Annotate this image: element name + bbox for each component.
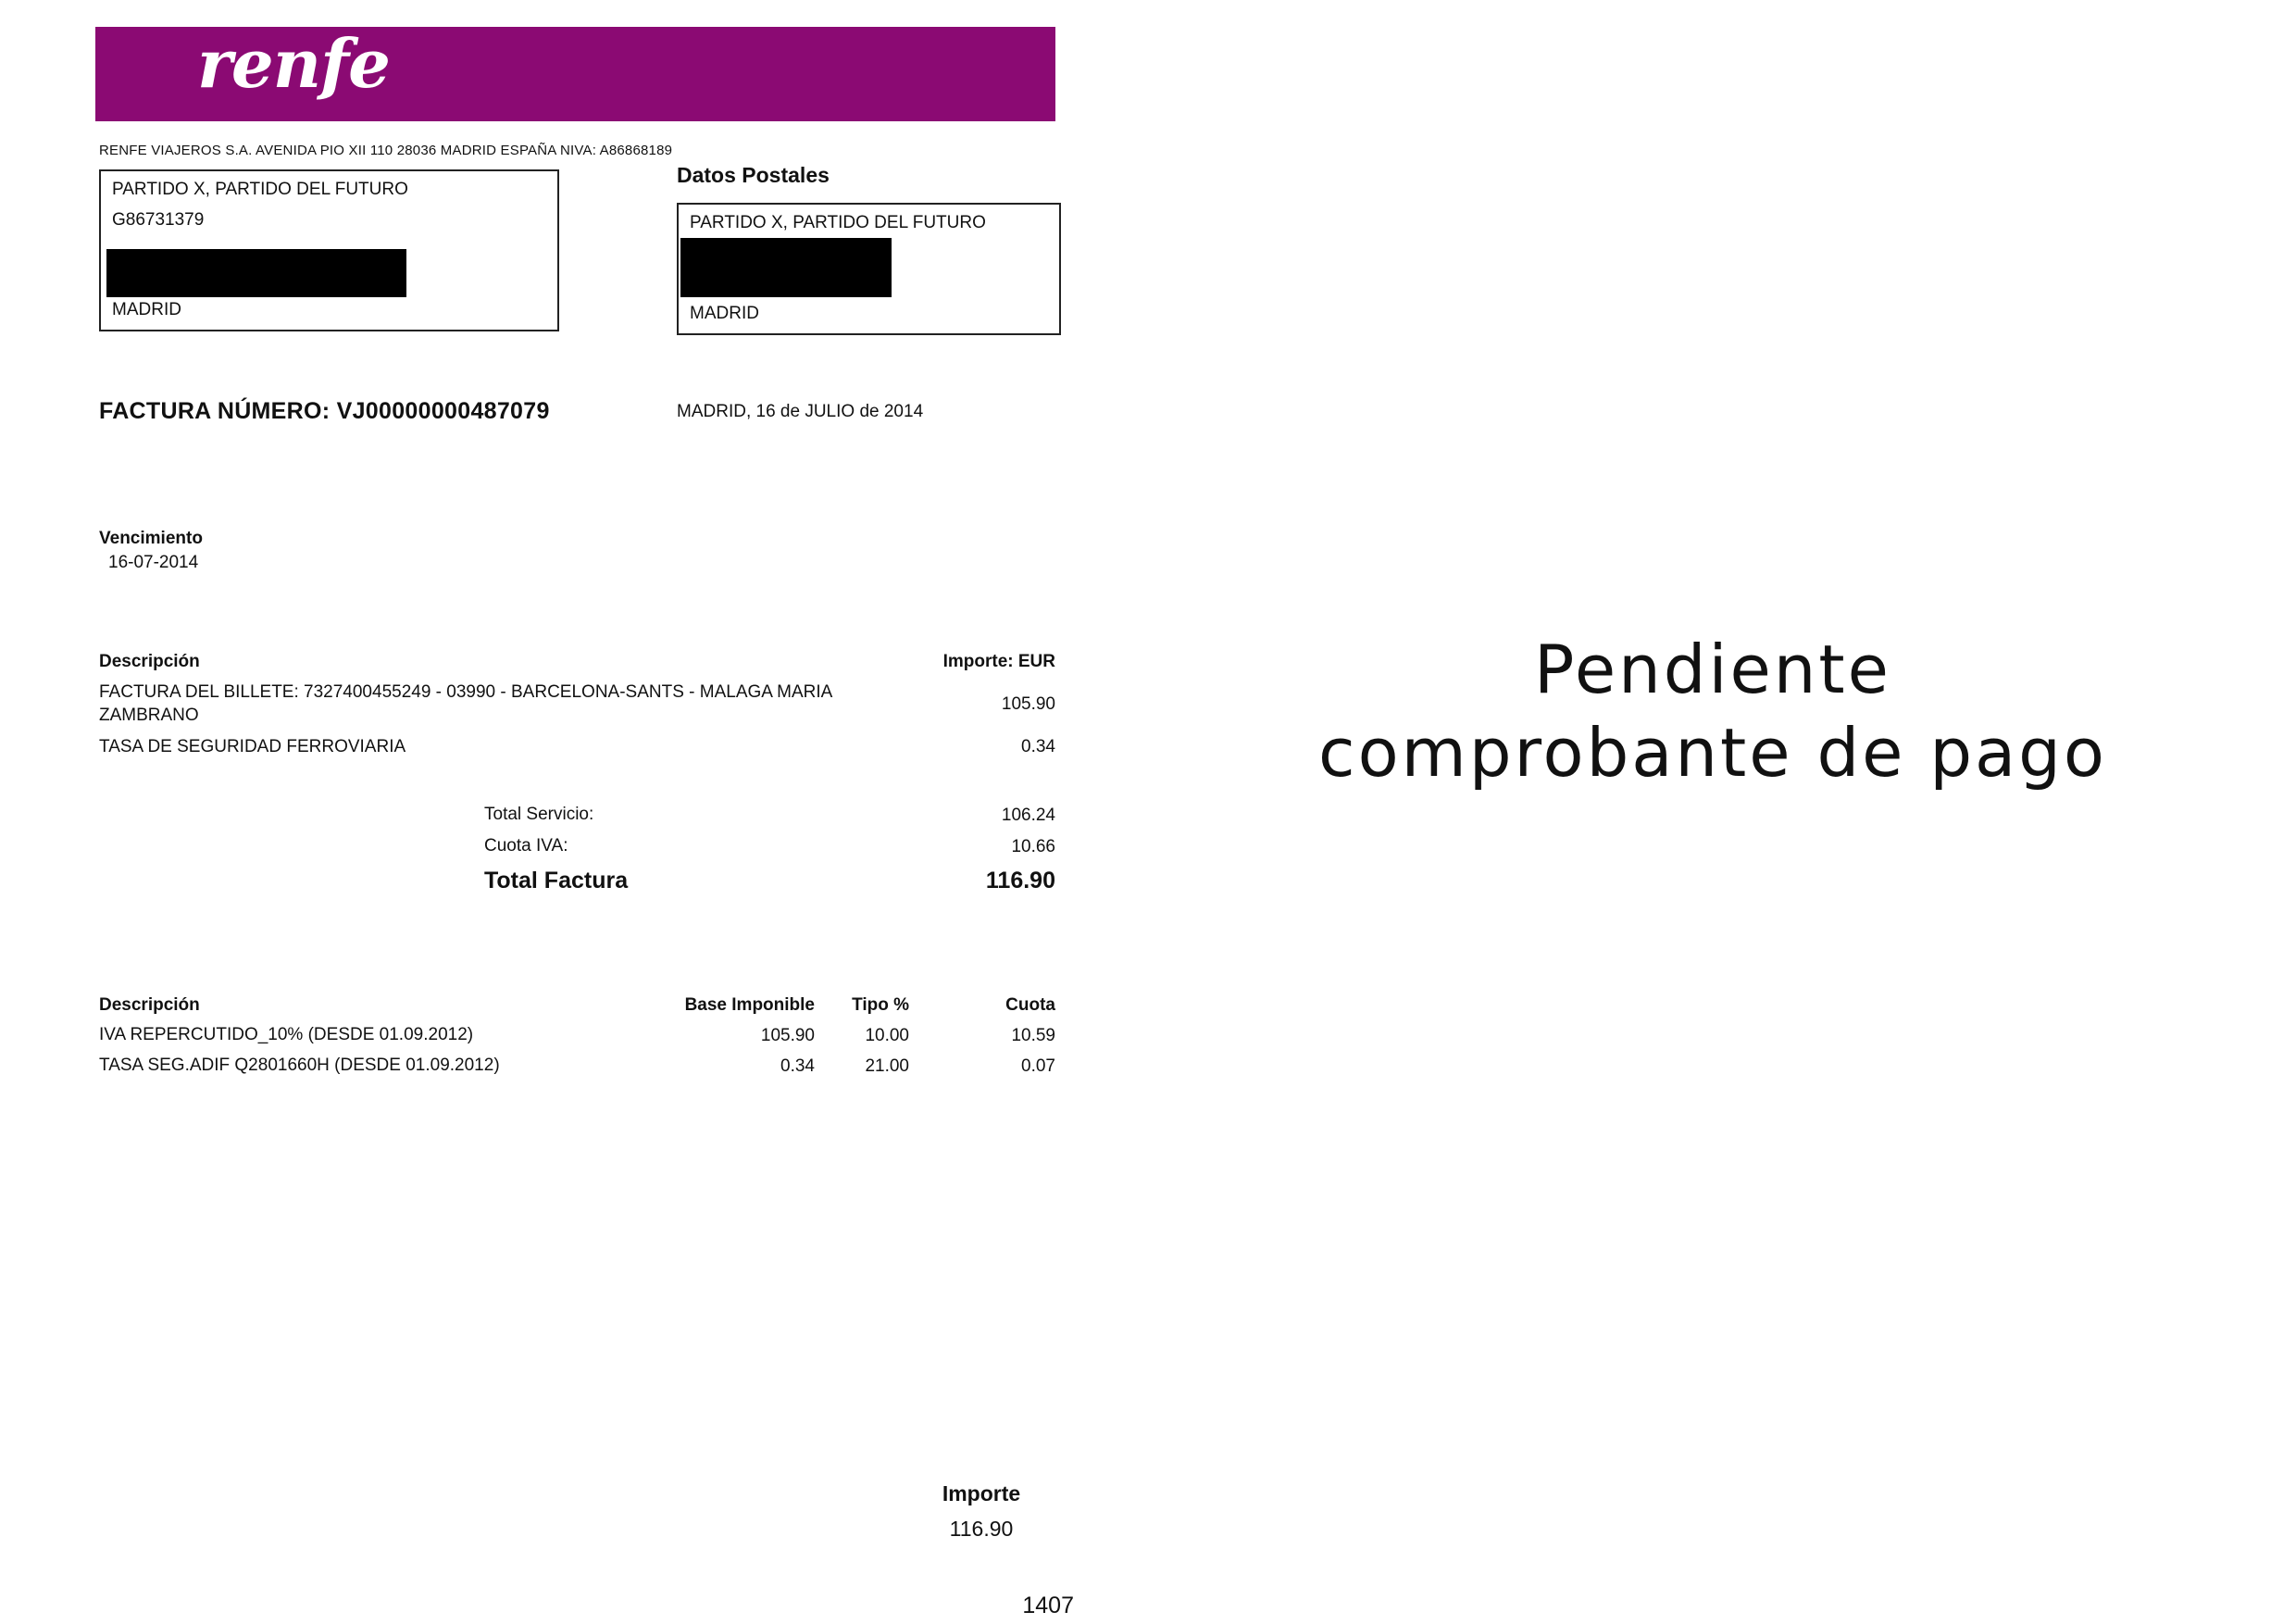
vat-amount-value: 10.66	[1011, 837, 1055, 856]
redaction-block	[680, 238, 892, 297]
page-number: 1407	[1022, 1593, 1074, 1618]
invoice-place-date: MADRID, 16 de JULIO de 2014	[677, 402, 924, 421]
tax-header-description: Descripción	[99, 995, 200, 1015]
postal-city: MADRID	[690, 304, 759, 323]
total-service-label: Total Servicio:	[484, 805, 594, 824]
billing-city: MADRID	[112, 300, 181, 319]
tax-header-quota: Cuota	[1005, 995, 1055, 1015]
tax-row-rate: 10.00	[865, 1026, 909, 1045]
tax-header-base: Base Imponible	[684, 995, 815, 1015]
tax-row-description: IVA REPERCUTIDO_10% (DESDE 01.09.2012)	[99, 1025, 474, 1044]
tax-header-rate: Tipo %	[852, 995, 909, 1015]
lines-header-amount: Importe: EUR	[942, 652, 1055, 671]
billing-name: PARTIDO X, PARTIDO DEL FUTURO	[112, 180, 408, 199]
amount-summary-label: Importe	[942, 1481, 1021, 1505]
postal-address-box	[677, 203, 1061, 335]
lines-header-description: Descripción	[99, 652, 200, 671]
redaction-block	[106, 249, 406, 297]
total-service-value: 106.24	[1001, 806, 1055, 825]
payment-pending-stamp	[1250, 628, 2176, 794]
tax-row-base: 0.34	[780, 1056, 815, 1076]
invoice-total-value: 116.90	[985, 868, 1055, 893]
line-item-description: TASA DE SEGURIDAD FERROVIARIA	[99, 737, 406, 756]
line-item-amount: 105.90	[1001, 694, 1055, 714]
vat-amount-label: Cuota IVA:	[484, 836, 568, 856]
stamp-line-2: comprobante de pago	[1318, 714, 2107, 792]
tax-row-quota: 10.59	[1011, 1026, 1055, 1045]
tax-row-description: TASA SEG.ADIF Q2801660H (DESDE 01.09.2012)	[99, 1056, 500, 1075]
tax-row-rate: 21.00	[865, 1056, 909, 1076]
renfe-banner	[95, 24, 1055, 121]
billing-tax-id: G86731379	[112, 210, 205, 230]
postal-name: PARTIDO X, PARTIDO DEL FUTURO	[690, 213, 986, 232]
company-info-line: RENFE VIAJEROS S.A. AVENIDA PIO XII 110 28036 MADRID ESPAÑA NIVA: A86868189	[99, 143, 673, 158]
line-item-description: FACTURA DEL BILLETE: 7327400455249 - 03990 - BARCELONA-SANTS - MALAGA MARIA	[99, 682, 833, 702]
billing-address-box	[99, 169, 559, 331]
postal-data-heading: Datos Postales	[677, 163, 830, 187]
renfe-logo: renfe	[197, 24, 390, 103]
invoice-total-label: Total Factura	[484, 868, 629, 893]
stamp-line-1: Pendiente	[1534, 631, 1891, 708]
invoice-number: FACTURA NÚMERO: VJ00000000487079	[99, 398, 550, 424]
due-date-label: Vencimiento	[99, 529, 203, 548]
line-item-amount: 0.34	[1021, 737, 1055, 756]
tax-row-quota: 0.07	[1021, 1056, 1055, 1076]
line-item-description-cont: ZAMBRANO	[99, 706, 199, 725]
amount-summary-value: 116.90	[949, 1517, 1014, 1541]
tax-row-base: 105.90	[760, 1026, 815, 1045]
due-date-value: 16-07-2014	[108, 553, 199, 572]
